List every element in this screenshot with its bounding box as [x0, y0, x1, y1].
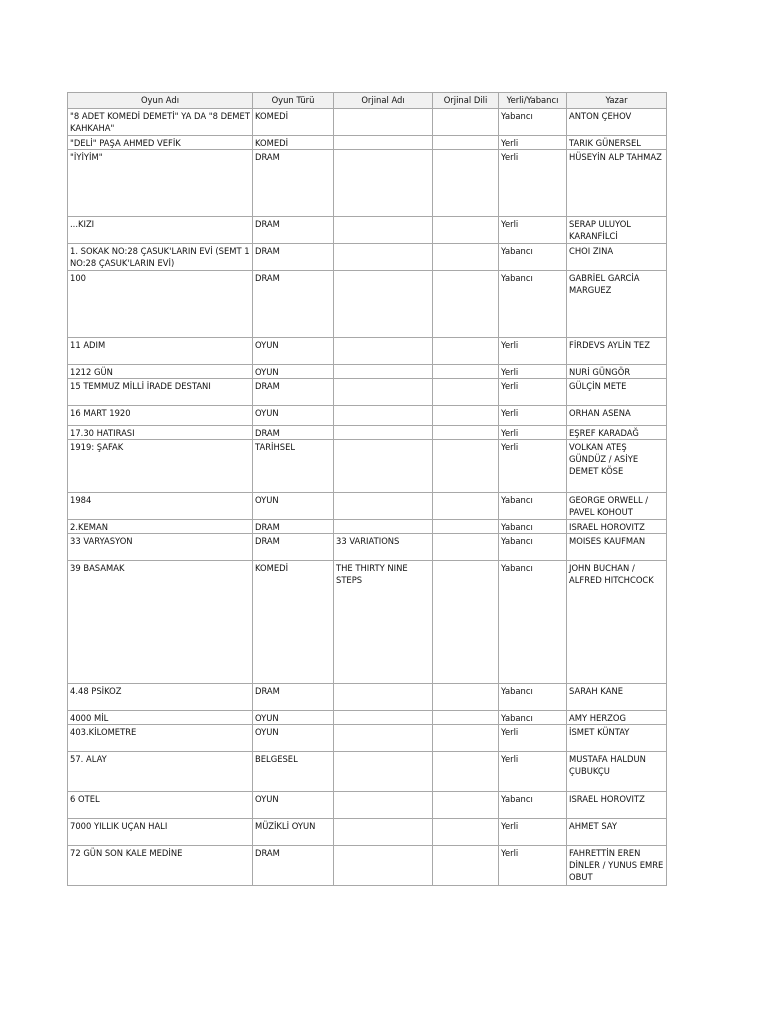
cell-orjinal-adi: [334, 365, 433, 379]
cell-orjinal-adi: [334, 520, 433, 534]
cell-yerli-yabanci: Yabancı: [499, 520, 567, 534]
table-row: [68, 752, 667, 792]
header-oyun-adi: Oyun Adı: [68, 93, 253, 109]
cell-orjinal-adi: [334, 684, 433, 711]
cell-orjinal-adi: [334, 109, 433, 136]
cell-yerli-yabanci: Yabancı: [499, 534, 567, 561]
cell-orjinal-adi: [334, 406, 433, 426]
cell-oyun-turu: OYUN: [253, 725, 334, 752]
cell-yazar: EŞREF KARADAĞ: [567, 426, 667, 440]
cell-yerli-yabanci: Yerli: [499, 846, 567, 886]
cell-orjinal-adi: [334, 493, 433, 520]
cell-yazar: FİRDEVS AYLİN TEZ: [567, 338, 667, 365]
cell-orjinal-dili: [433, 711, 499, 725]
cell-oyun-adi: 2.KEMAN: [68, 520, 253, 534]
table-row: [68, 711, 667, 725]
cell-oyun-turu: KOMEDİ: [253, 136, 334, 150]
cell-oyun-turu: DRAM: [253, 150, 334, 217]
cell-orjinal-dili: [433, 846, 499, 886]
cell-yazar: ANTON ÇEHOV: [567, 109, 667, 136]
cell-yazar: İSMET KÜNTAY: [567, 725, 667, 752]
cell-yerli-yabanci: Yerli: [499, 217, 567, 244]
cell-orjinal-dili: [433, 534, 499, 561]
table-row: [68, 426, 667, 440]
table-row: [68, 846, 667, 886]
cell-oyun-turu: OYUN: [253, 792, 334, 819]
cell-oyun-adi: 4.48 PSİKOZ: [68, 684, 253, 711]
cell-orjinal-dili: [433, 379, 499, 406]
cell-yerli-yabanci: Yerli: [499, 406, 567, 426]
cell-yazar: AMY HERZOG: [567, 711, 667, 725]
cell-orjinal-dili: [433, 217, 499, 244]
cell-yazar: TARIK GÜNERSEL: [567, 136, 667, 150]
cell-orjinal-dili: [433, 752, 499, 792]
cell-yerli-yabanci: Yerli: [499, 752, 567, 792]
cell-oyun-adi: "DELİ" PAŞA AHMED VEFİK: [68, 136, 253, 150]
cell-oyun-turu: DRAM: [253, 846, 334, 886]
cell-oyun-turu: DRAM: [253, 271, 334, 338]
cell-orjinal-dili: [433, 426, 499, 440]
cell-oyun-adi: 33 VARYASYON: [68, 534, 253, 561]
cell-orjinal-dili: [433, 406, 499, 426]
cell-yazar: SERAP ULUYOL KARANFİLCİ: [567, 217, 667, 244]
table-row: [68, 520, 667, 534]
cell-oyun-adi: 57. ALAY: [68, 752, 253, 792]
cell-orjinal-dili: [433, 819, 499, 846]
cell-oyun-adi: 403.KİLOMETRE: [68, 725, 253, 752]
table-row: [68, 725, 667, 752]
cell-orjinal-dili: [433, 520, 499, 534]
cell-orjinal-dili: [433, 684, 499, 711]
cell-orjinal-adi: THE THIRTY NINE STEPS: [334, 561, 433, 684]
cell-orjinal-dili: [433, 338, 499, 365]
cell-oyun-turu: DRAM: [253, 426, 334, 440]
cell-orjinal-dili: [433, 493, 499, 520]
cell-oyun-adi: 16 MART 1920: [68, 406, 253, 426]
cell-oyun-adi: "İYİYİM": [68, 150, 253, 217]
plays-table: [67, 92, 667, 886]
cell-orjinal-adi: [334, 819, 433, 846]
cell-yazar: FAHRETTİN EREN DİNLER / YUNUS EMRE OBUT: [567, 846, 667, 886]
table-row: [68, 365, 667, 379]
table-row: [68, 136, 667, 150]
table-row: [68, 406, 667, 426]
cell-yazar: NURİ GÜNGÖR: [567, 365, 667, 379]
cell-orjinal-adi: [334, 217, 433, 244]
cell-yerli-yabanci: Yabancı: [499, 711, 567, 725]
cell-oyun-turu: KOMEDİ: [253, 561, 334, 684]
cell-yerli-yabanci: Yerli: [499, 440, 567, 493]
table-row: [68, 534, 667, 561]
cell-oyun-adi: ...KIZI: [68, 217, 253, 244]
cell-yazar: GABRİEL GARCİA MARGUEZ: [567, 271, 667, 338]
cell-orjinal-dili: [433, 561, 499, 684]
cell-yerli-yabanci: Yabancı: [499, 271, 567, 338]
cell-oyun-turu: OYUN: [253, 711, 334, 725]
cell-orjinal-adi: [334, 846, 433, 886]
cell-yazar: SARAH KANE: [567, 684, 667, 711]
table-row: [68, 684, 667, 711]
cell-orjinal-adi: [334, 271, 433, 338]
cell-oyun-turu: DRAM: [253, 684, 334, 711]
cell-yerli-yabanci: Yerli: [499, 150, 567, 217]
cell-yerli-yabanci: Yabancı: [499, 244, 567, 271]
cell-oyun-turu: DRAM: [253, 244, 334, 271]
cell-oyun-adi: 100: [68, 271, 253, 338]
cell-oyun-turu: OYUN: [253, 365, 334, 379]
cell-yerli-yabanci: Yabancı: [499, 493, 567, 520]
cell-yazar: CHOI ZINA: [567, 244, 667, 271]
cell-orjinal-dili: [433, 271, 499, 338]
cell-yazar: HÜSEYİN ALP TAHMAZ: [567, 150, 667, 217]
cell-yazar: GÜLÇİN METE: [567, 379, 667, 406]
cell-oyun-turu: OYUN: [253, 493, 334, 520]
cell-orjinal-dili: [433, 792, 499, 819]
cell-oyun-turu: MÜZİKLİ OYUN: [253, 819, 334, 846]
cell-oyun-adi: 39 BASAMAK: [68, 561, 253, 684]
cell-orjinal-dili: [433, 440, 499, 493]
cell-yerli-yabanci: Yerli: [499, 338, 567, 365]
cell-yazar: MOISES KAUFMAN: [567, 534, 667, 561]
table-row: [68, 819, 667, 846]
table-row: [68, 493, 667, 520]
cell-oyun-turu: DRAM: [253, 520, 334, 534]
cell-oyun-adi: 7000 YILLIK UÇAN HALI: [68, 819, 253, 846]
cell-yazar: ISRAEL HOROVITZ: [567, 520, 667, 534]
cell-oyun-turu: KOMEDİ: [253, 109, 334, 136]
cell-oyun-turu: DRAM: [253, 379, 334, 406]
cell-oyun-adi: 1984: [68, 493, 253, 520]
header-oyun-turu: Oyun Türü: [253, 93, 334, 109]
cell-orjinal-dili: [433, 109, 499, 136]
header-orjinal-adi: Orjinal Adı: [334, 93, 433, 109]
table-row: [68, 109, 667, 136]
cell-oyun-turu: DRAM: [253, 534, 334, 561]
cell-orjinal-adi: [334, 136, 433, 150]
cell-yazar: VOLKAN ATEŞ GÜNDÜZ / ASİYE DEMET KÖSE: [567, 440, 667, 493]
cell-yazar: AHMET SAY: [567, 819, 667, 846]
cell-orjinal-adi: [334, 379, 433, 406]
cell-yazar: JOHN BUCHAN / ALFRED HITCHCOCK: [567, 561, 667, 684]
header-orjinal-dili: Orjinal Dili: [433, 93, 499, 109]
table-row: [68, 150, 667, 217]
cell-orjinal-adi: [334, 711, 433, 725]
table-row: [68, 440, 667, 493]
cell-oyun-adi: 6 OTEL: [68, 792, 253, 819]
cell-orjinal-dili: [433, 150, 499, 217]
cell-yerli-yabanci: Yabancı: [499, 684, 567, 711]
cell-yerli-yabanci: Yerli: [499, 136, 567, 150]
cell-oyun-adi: 1919: ŞAFAK: [68, 440, 253, 493]
cell-orjinal-adi: [334, 752, 433, 792]
cell-oyun-adi: 4000 MİL: [68, 711, 253, 725]
cell-orjinal-adi: [334, 440, 433, 493]
cell-yerli-yabanci: Yabancı: [499, 109, 567, 136]
cell-orjinal-dili: [433, 136, 499, 150]
cell-yerli-yabanci: Yerli: [499, 819, 567, 846]
cell-yerli-yabanci: Yerli: [499, 725, 567, 752]
cell-oyun-adi: "8 ADET KOMEDİ DEMETİ" YA DA "8 DEMET KAHKAHA": [68, 109, 253, 136]
cell-orjinal-adi: [334, 150, 433, 217]
header-row: [68, 93, 667, 109]
table-row: [68, 792, 667, 819]
table-row: [68, 379, 667, 406]
cell-orjinal-adi: 33 VARIATIONS: [334, 534, 433, 561]
cell-oyun-adi: 72 GÜN SON KALE MEDİNE: [68, 846, 253, 886]
table-row: [68, 244, 667, 271]
cell-oyun-adi: 1212 GÜN: [68, 365, 253, 379]
cell-oyun-turu: DRAM: [253, 217, 334, 244]
cell-yazar: ORHAN ASENA: [567, 406, 667, 426]
cell-yerli-yabanci: Yerli: [499, 365, 567, 379]
cell-oyun-turu: OYUN: [253, 406, 334, 426]
cell-yerli-yabanci: Yerli: [499, 426, 567, 440]
cell-orjinal-adi: [334, 244, 433, 271]
table-row: [68, 271, 667, 338]
cell-orjinal-adi: [334, 792, 433, 819]
cell-orjinal-dili: [433, 725, 499, 752]
cell-oyun-adi: 1. SOKAK NO:28 ÇASUK'LARIN EVİ (SEMT 1 NO:28 ÇASUK'LARIN EVİ): [68, 244, 253, 271]
cell-yerli-yabanci: Yerli: [499, 379, 567, 406]
cell-orjinal-adi: [334, 725, 433, 752]
table-row: [68, 217, 667, 244]
header-yazar: Yazar: [567, 93, 667, 109]
cell-orjinal-adi: [334, 338, 433, 365]
cell-orjinal-dili: [433, 365, 499, 379]
cell-oyun-adi: 15 TEMMUZ MİLLİ İRADE DESTANI: [68, 379, 253, 406]
cell-oyun-turu: TARİHSEL: [253, 440, 334, 493]
cell-orjinal-dili: [433, 244, 499, 271]
table-row: [68, 338, 667, 365]
cell-oyun-adi: 17.30 HATIRASI: [68, 426, 253, 440]
cell-oyun-turu: BELGESEL: [253, 752, 334, 792]
cell-oyun-turu: OYUN: [253, 338, 334, 365]
cell-yazar: GEORGE ORWELL / PAVEL KOHOUT: [567, 493, 667, 520]
cell-yazar: MUSTAFA HALDUN ÇUBUKÇU: [567, 752, 667, 792]
header-yerli-yabanci: Yerli/Yabancı: [499, 93, 567, 109]
cell-yazar: ISRAEL HOROVITZ: [567, 792, 667, 819]
cell-yerli-yabanci: Yabancı: [499, 792, 567, 819]
cell-orjinal-adi: [334, 426, 433, 440]
cell-oyun-adi: 11 ADIM: [68, 338, 253, 365]
cell-yerli-yabanci: Yabancı: [499, 561, 567, 684]
table-row: [68, 561, 667, 684]
